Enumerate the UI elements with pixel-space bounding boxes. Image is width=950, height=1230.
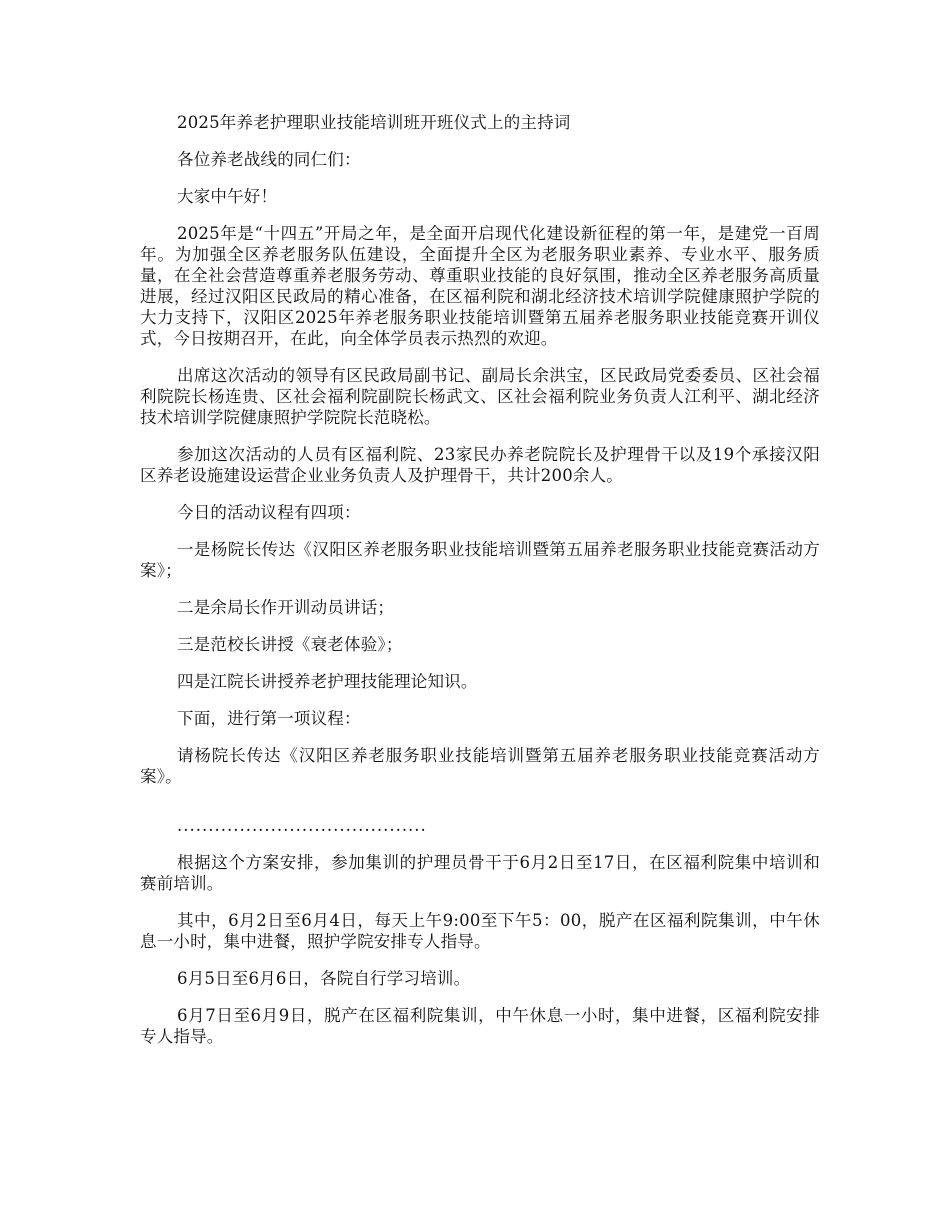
agenda-item-2: 二是余局长作开训动员讲话； bbox=[177, 598, 395, 617]
opening-paragraph: 2025年是“十四五”开局之年，是全面开启现代化建设新征程的第一年，是建党一百周年。为加强全区养老服务队伍建设，全面提升全区为老服务职业素养、专业水平、服务质量，在全社会营造尊重养老服务劳动、尊重职业技能的良好氛围，推动全区养老服务高质量进展，经过汉阳区民政局的精心准备，在区福利院和湖北经济技术培训学院健康照护学院的大力支持下，汉阳区2025年养老服务职业技能培训暨第五届养老服务职业技能竞赛开训仪式，今日按期召开，在此，向全体学员表示热烈的欢迎。 bbox=[140, 224, 820, 348]
training-schedule-paragraph: 根据这个方案安排，参加集训的护理员骨干于6月2日至17日，在区福利院集中培训和赛前培训。 bbox=[140, 853, 820, 893]
schedule-detail-1: 其中，6月2日至6月4日，每天上午9:00至下午5：00，脱产在区福利院集训，中午休息一小时，集中进餐，照护学院安排专人指导。 bbox=[140, 911, 820, 951]
schedule-detail-2: 6月5日至6月6日，各院自行学习培训。 bbox=[177, 969, 471, 988]
agenda-item-3: 三是范校长讲授《衰老体验》； bbox=[177, 635, 403, 654]
agenda-item-1: 一是杨院长传达《汉阳区养老服务职业技能培训暨第五届养老服务职业技能竞赛活动方案》； bbox=[140, 540, 820, 580]
schedule-detail-3: 6月7日至6月9日，脱产在区福利院集训，中午休息一小时，集中进餐，区福利院安排专人指导。 bbox=[140, 1006, 820, 1046]
agenda-item-4: 四是江院长讲授养老护理技能理论知识。 bbox=[177, 672, 478, 691]
document-title: 2025年养老护理职业技能培训班开班仪式上的主持词 bbox=[177, 113, 571, 132]
participants-paragraph: 参加这次活动的人员有区福利院、23家民办养老院院长及护理骨干以及19个承接汉阳区养老设施建设运营企业业务负责人及护理骨干，共计200余人。 bbox=[140, 445, 820, 485]
salutation: 各位养老战线的同仁们： bbox=[177, 150, 361, 169]
first-item-invitation: 请杨院长传达《汉阳区养老服务职业技能培训暨第五届养老服务职业技能竞赛活动方案》。 bbox=[140, 746, 820, 786]
first-item-intro: 下面，进行第一项议程： bbox=[177, 709, 361, 728]
greeting: 大家中午好！ bbox=[177, 187, 278, 206]
agenda-intro: 今日的活动议程有四项： bbox=[177, 503, 361, 522]
attending-leaders-paragraph: 出席这次活动的领导有区民政局副书记、副局长余洪宝，区民政局党委委员、区社会福利院院长杨连贵、区社会福利院副院长杨武文、区社会福利院业务负责人江利平、湖北经济技术培训学院健康照护学院院长范晓松。 bbox=[140, 366, 820, 427]
ellipsis-divider: ........................................ bbox=[177, 816, 427, 835]
document-page bbox=[140, 112, 820, 1063]
